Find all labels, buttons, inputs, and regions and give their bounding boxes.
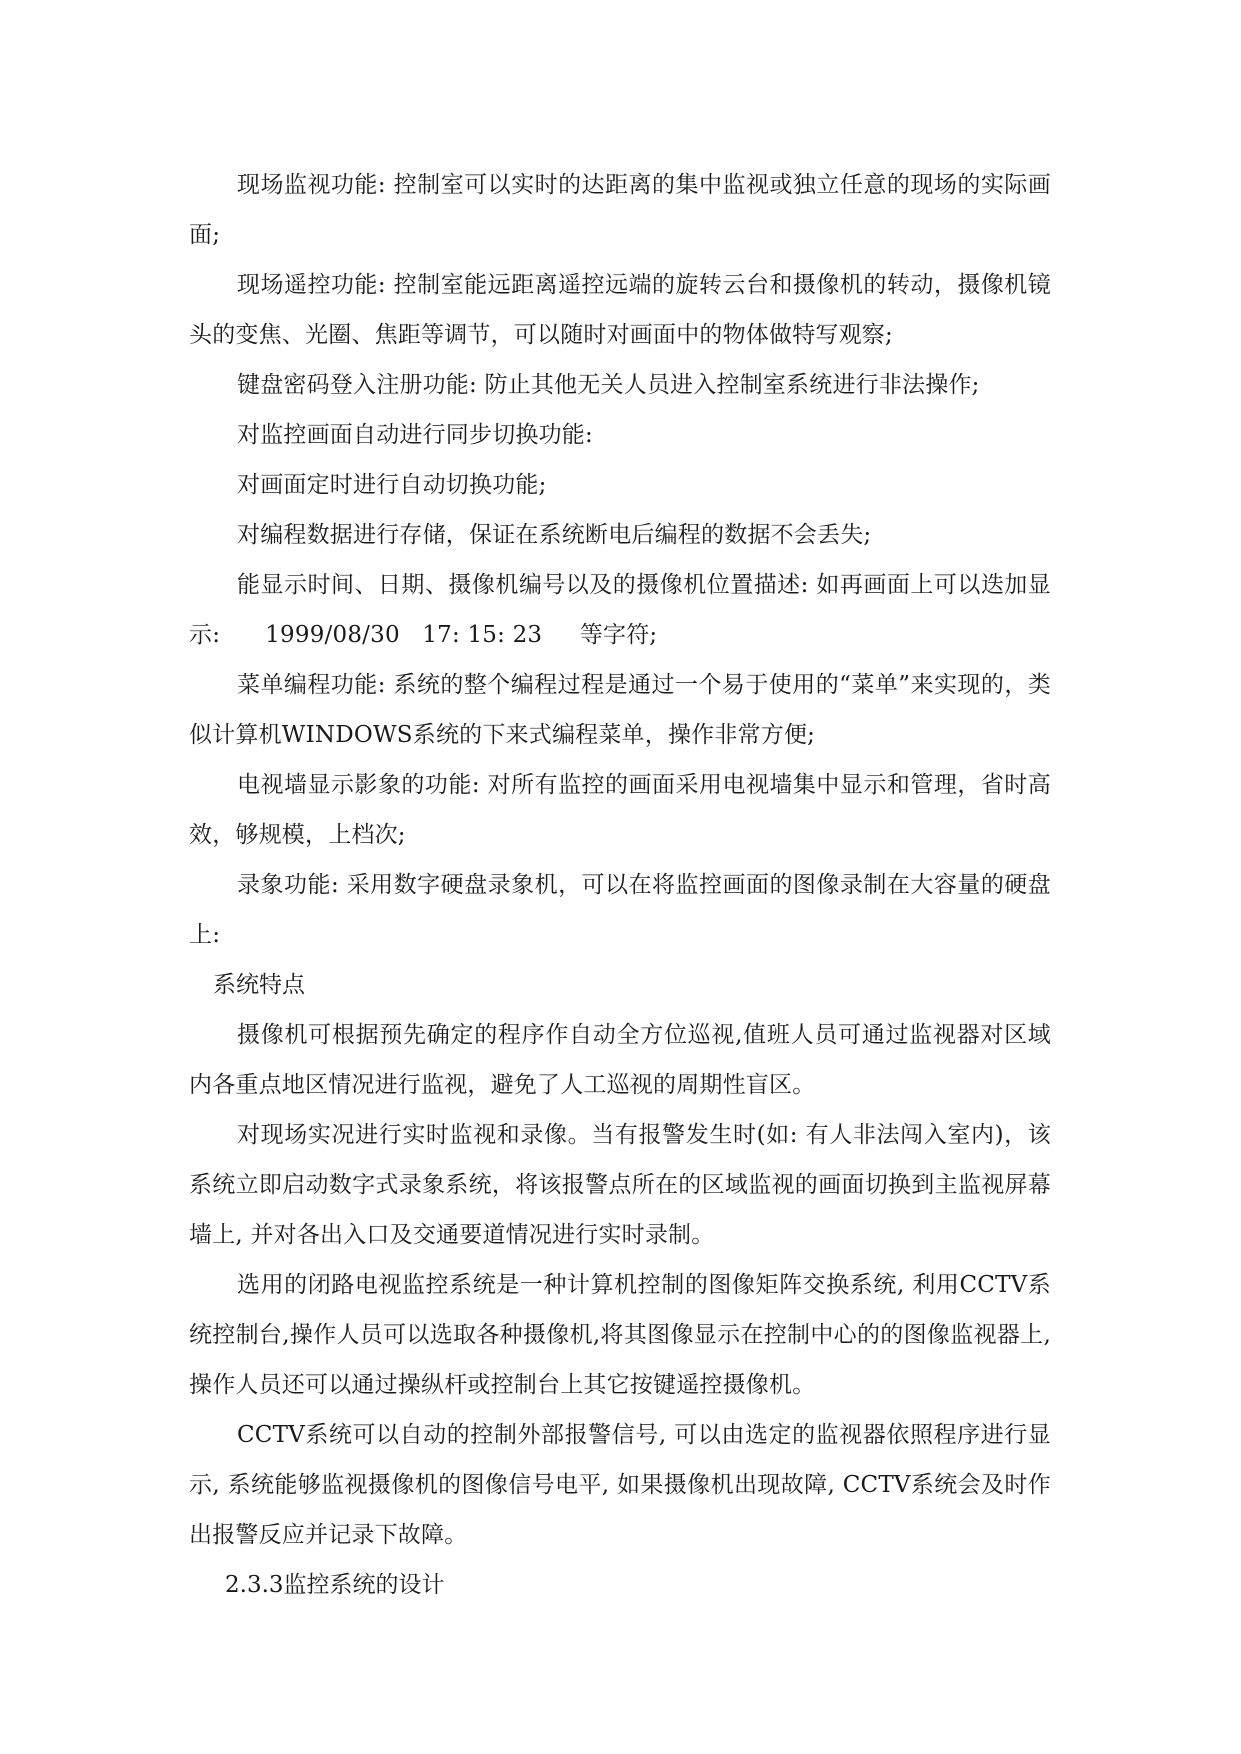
paragraph-feature-alarm: CCTV系统可以自动的控制外部报警信号, 可以由选定的监视器依照程序进行显示, 系统能够监视摄像机的图像信号电平, 如果摄像机出现故障, CCTV系统会及时作出报警反应并记录下故障。 xyxy=(189,1422,1051,1548)
paragraph-feature-patrol: 摄像机可根据预先确定的程序作自动全方位巡视,值班人员可通过监视器对区域内各重点地区情况进行监视，避免了人工巡视的周期性盲区。 xyxy=(189,1022,1051,1098)
paragraph-feature-realtime: 对现场实况进行实时监视和录像。当有报警发生时(如: 有人非法闯入室内)，该系统立即启动数字式录象系统，将该报警点所在的区域监视的画面切换到主监视屏幕墙上, 并对各出入口及交通要道情况进行实时录制。 xyxy=(189,1122,1052,1248)
paragraph-recording: 录象功能: 采用数字硬盘录象机，可以在将监控画面的图像录制在大容量的硬盘上: xyxy=(189,872,1051,948)
document-body xyxy=(189,160,1051,1610)
paragraph-menu-programming: 菜单编程功能: 系统的整个编程过程是通过一个易于使用的“菜单”来实现的，类似计算机WINDOWS系统的下来式编程菜单，操作非常方便; xyxy=(189,672,1051,748)
paragraph-data-storage: 对编程数据进行存储，保证在系统断电后编程的数据不会丢失; xyxy=(237,522,872,548)
paragraph-live-monitoring: 现场监视功能: 控制室可以实时的达距离的集中监视或独立任意的现场的实际画面; xyxy=(189,172,1051,248)
paragraph-feature-matrix: 选用的闭路电视监控系统是一种计算机控制的图像矩阵交换系统, 利用CCTV系统控制台,操作人员可以选取各种摄像机,将其图像显示在控制中心的的图像监视器上, 操作人员还可以通过操纵杆或控制台上其它按键遥控摄像机。 xyxy=(189,1272,1051,1398)
paragraph-timed-switching: 对画面定时进行自动切换功能; xyxy=(237,472,547,498)
paragraph-tv-wall: 电视墙显示影象的功能: 对所有监控的画面采用电视墙集中显示和管理，省时高效，够规模，上档次; xyxy=(189,772,1051,848)
paragraph-sync-switching: 对监控画面自动进行同步切换功能: xyxy=(237,422,593,448)
paragraph-time-display: 能显示时间、日期、摄像机编号以及的摄像机位置描述: 如再画面上可以迭加显示: 1999/08/30 17: 15: 23 等字符; xyxy=(189,572,1051,648)
section-title-design: 2.3.3监控系统的设计 xyxy=(225,1572,445,1598)
paragraph-remote-control: 现场遥控功能: 控制室能远距离遥控远端的旋转云台和摄像机的转动，摄像机镜头的变焦、光圈、焦距等调节，可以随时对画面中的物体做特写观察; xyxy=(189,272,1051,348)
section-title-features: 系统特点 xyxy=(213,972,305,998)
paragraph-keyboard-password: 键盘密码登入注册功能: 防止其他无关人员进入控制室系统进行非法操作; xyxy=(237,372,980,398)
